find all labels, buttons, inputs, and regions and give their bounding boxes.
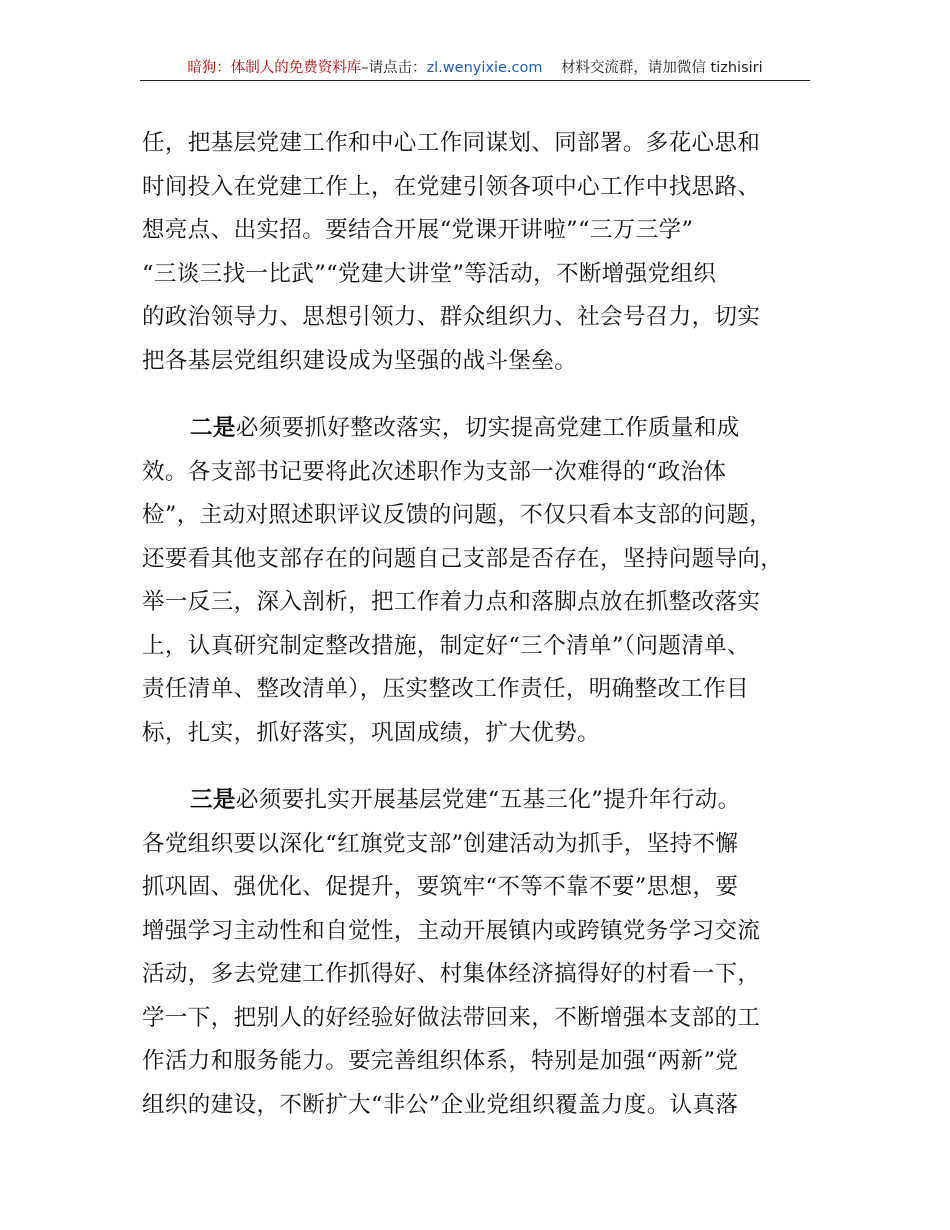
paragraph-lead: 二是 (190, 415, 236, 441)
header-prompt: –请点击： (361, 60, 427, 76)
paragraph-first-text: 必须要抓好整改落实，切实提高党建工作质量和成 (235, 415, 740, 441)
text-line: 效。各支部书记要将此次述职作为支部一次难得的“政治体 (142, 458, 727, 485)
header-wechat-note: 材料交流群，请加微信 tizhisiri (560, 60, 763, 76)
text-line: 学一下，把别人的好经验好做法带回来，不断增强本支部的工 (142, 1004, 761, 1031)
text-line: 把各基层党组织建设成为坚强的战斗堡垒。 (142, 347, 578, 374)
paragraph-lead: 三是 (190, 787, 236, 813)
text-line: 时间投入在党建工作上，在党建引领各项中心工作中找思路、 (142, 173, 761, 200)
paragraph-first-text: 必须要扎实开展基层党建“五基三化”提升年行动。 (235, 787, 741, 813)
text-line-first (142, 779, 822, 823)
text-line: 任，把基层党建工作和中心工作同谋划、同部署。多花心思和 (142, 130, 761, 156)
text-line: 还要看其他支部存在的问题自己支部是否存在，坚持问题导向， (142, 545, 784, 572)
text-line: 举一反三，深入剖析，把工作着力点和落脚点放在抓整改落实 (142, 589, 761, 615)
text-line: 活动，多去党建工作抓得好、村集体经济搞得好的村看一下， (142, 961, 761, 987)
text-line: 抓巩固、强优化、促提升，要筑牢“不等不靠不要”思想，要 (142, 874, 739, 900)
text-line: 的政治领导力、思想引领力、群众组织力、社会号召力，切实 (142, 304, 761, 330)
text-line: 想亮点、出实招。要结合开展“党课开讲啦”“三万三学” (142, 217, 694, 243)
text-line: 上，认真研究制定整改措施，制定好“三个清单”（问题清单、 (142, 632, 750, 659)
text-line: 增强学习主动性和自觉性，主动开展镇内或跨镇党务学习交流 (142, 917, 761, 944)
text-line: 责任清单、整改清单），压实整改工作责任，明确整改工作目 (142, 676, 750, 702)
text-line: 组织的建设，不断扩大“非公”企业党组织覆盖力度。认真落 (142, 1091, 739, 1118)
header-link[interactable]: zl.wenyixie.com (426, 60, 543, 76)
paragraph-1 (142, 122, 822, 383)
header-divider (140, 80, 810, 81)
text-line: “三谈三找一比武”“党建大讲堂”等活动，不断增强党组织 (142, 260, 717, 287)
paragraph-2 (142, 407, 822, 755)
header-site-name: 暗狗：体制人的免费资料库 (187, 60, 362, 76)
page-header (140, 58, 810, 80)
text-line: 作活力和服务能力。要完善组织体系，特别是加强“两新”党 (142, 1048, 739, 1074)
text-line-first (142, 407, 822, 451)
text-line: 各党组织要以深化“红旗党支部”创建活动为抓手，坚持不懈 (142, 830, 739, 857)
paragraph-3 (142, 779, 822, 1127)
text-line: 检”，主动对照述职评议反馈的问题，不仅只看本支部的问题， (142, 502, 773, 528)
text-line: 标，扎实，抓好落实，巩固成绩，扩大优势。 (142, 719, 601, 746)
document-body (142, 122, 822, 1127)
